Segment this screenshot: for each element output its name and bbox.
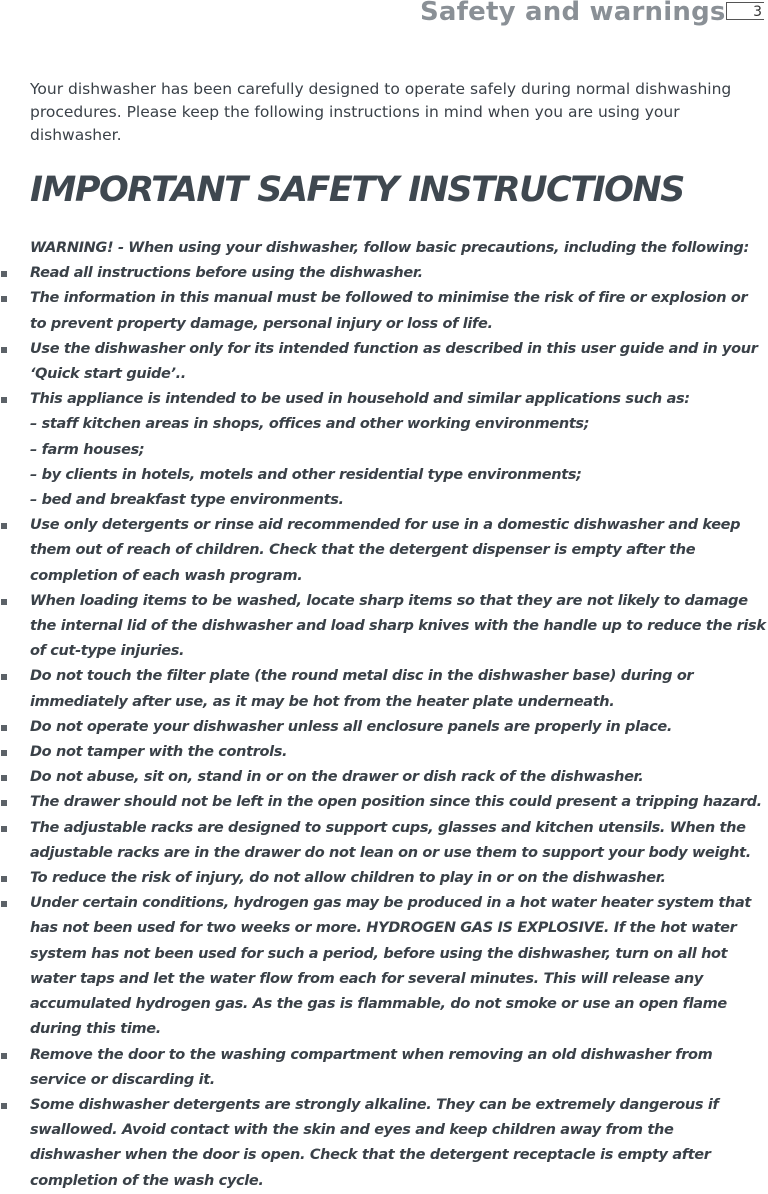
bullet-icon xyxy=(1,674,7,680)
bullet-icon xyxy=(1,1103,7,1109)
list-item-text: To reduce the risk of injury, do not allow children to play in or on the dishwasher. xyxy=(30,870,666,887)
bullet-icon xyxy=(1,800,7,806)
bullet-icon xyxy=(1,271,7,277)
list-item-text: The adjustable racks are designed to support cups, glasses and kitchen utensils. When the adjustable racks are in the drawer do not lean on or use them to support your body weight. xyxy=(30,819,751,861)
list-item-text: The drawer should not be left in the open position since this could present a tripping hazard. xyxy=(30,794,762,811)
list-item xyxy=(0,765,768,790)
bullet-icon xyxy=(1,901,7,907)
application-line: – by clients in hotels, motels and other residential type environments; xyxy=(30,466,582,483)
bullet-icon xyxy=(1,775,7,781)
safety-instructions-list xyxy=(0,236,768,1194)
list-item xyxy=(0,790,768,815)
application-line: – staff kitchen areas in shops, offices and other working environments; xyxy=(30,416,590,433)
list-item-text: The information in this manual must be followed to minimise the risk of fire or explosion or to prevent property damage, personal injury or loss of life. xyxy=(30,290,748,332)
list-item-text: Under certain conditions, hydrogen gas may be produced in a hot water heater system that has not been used for two weeks or more. HYDROGEN GAS IS EXPLOSIVE. If the hot water system has not been used for such a period, before using the dishwasher, turn on all hot water taps and let the water flow from each for several minutes. This will release any accumulated hydrogen gas. As the gas is flammable, do not smoke or use an open flame during this time. xyxy=(30,895,751,1038)
list-item-text: Do not tamper with the controls. xyxy=(30,744,288,761)
bullet-icon xyxy=(1,725,7,731)
list-item xyxy=(0,816,768,866)
list-item-text: Read all instructions before using the dishwasher. xyxy=(30,265,423,282)
bullet-icon xyxy=(1,599,7,605)
list-item xyxy=(0,589,768,665)
list-item-text: Do not abuse, sit on, stand in or on the drawer or dish rack of the dishwasher. xyxy=(30,769,644,786)
application-line: – bed and breakfast type environments. xyxy=(30,492,344,509)
list-item xyxy=(0,1093,768,1194)
list-item-text: Some dishwasher detergents are strongly alkaline. They can be extremely dangerous if swallowed. Avoid contact with the skin and eyes and keep children away from the dishwasher when the door is open. Check that the detergent receptacle is empty after completion of the wash cycle. xyxy=(30,1096,719,1189)
safety-heading: IMPORTANT SAFETY INSTRUCTIONS xyxy=(30,170,684,210)
list-item xyxy=(0,337,768,387)
application-line: – farm houses; xyxy=(30,441,145,458)
list-item xyxy=(0,286,768,336)
list-item xyxy=(0,866,768,891)
list-item xyxy=(0,1043,768,1093)
bullet-icon xyxy=(1,1053,7,1059)
list-item xyxy=(0,513,768,589)
warning-line xyxy=(0,236,768,261)
list-item xyxy=(0,740,768,765)
warning-text: WARNING! - When using your dishwasher, follow basic precautions, including the following: xyxy=(30,240,749,256)
list-item xyxy=(0,715,768,740)
bullet-icon xyxy=(1,397,7,403)
bullet-icon xyxy=(1,347,7,353)
list-item-text: Use only detergents or rinse aid recommended for use in a domestic dishwasher and keep them out of reach of children. Check that the detergent dispenser is empty after the completion of each wash program. xyxy=(30,517,741,584)
list-item-text: Use the dishwasher only for its intended function as described in this user guide and in your ‘Quick start guide’.. xyxy=(30,340,758,383)
list-item-text: When loading items to be washed, locate sharp items so that they are not likely to damage the internal lid of the dishwasher and load sharp knives with the handle up to reduce the risk of cut-type injuries. xyxy=(30,592,766,660)
section-title: Safety and warnings xyxy=(420,0,726,27)
list-item xyxy=(0,664,768,714)
bullet-icon xyxy=(1,876,7,882)
page-number: 3 xyxy=(726,2,764,20)
list-item xyxy=(0,387,768,513)
list-item xyxy=(0,261,768,286)
list-item-text: This appliance is intended to be used in household and similar applications such as: xyxy=(30,391,690,408)
list-item-text: Do not touch the filter plate (the round metal disc in the dishwasher base) during or immediately after use, as it may be hot from the heater plate underneath. xyxy=(30,668,694,710)
list-item-text: Do not operate your dishwasher unless all enclosure panels are properly in place. xyxy=(30,718,673,735)
list-item xyxy=(0,891,768,1042)
bullet-icon xyxy=(1,826,7,832)
list-item-text: Remove the door to the washing compartment when removing an old dishwasher from service or discarding it. xyxy=(30,1046,713,1088)
bullet-icon xyxy=(1,750,7,756)
bullet-icon xyxy=(1,523,7,529)
intro-paragraph: Your dishwasher has been carefully designed to operate safely during normal dishwashing procedures. Please keep the following instructions in mind when you are using your dishwasher. xyxy=(30,80,732,144)
bullet-icon xyxy=(1,296,7,302)
